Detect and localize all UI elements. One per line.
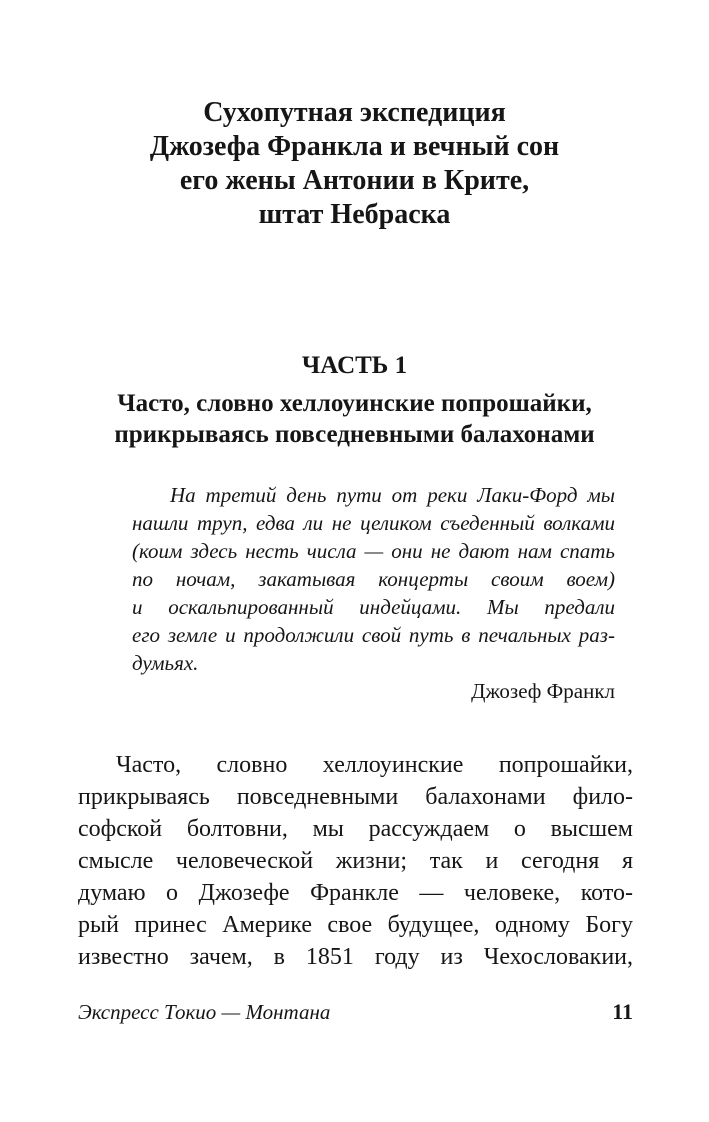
body-line: прикрываясь повседневными балахонами фило- [78,784,633,810]
epigraph-line: его земле и продолжили свой путь в печальных раз- [132,623,615,647]
epigraph-line: На третий день пути от реки Лаки-Форд мы [170,483,615,507]
body-line: смысле человеческой жизни; так и сегодня я [78,848,633,874]
epigraph-line: думьях. [132,651,199,675]
story-title-line: Джозефа Франкла и вечный сон [149,131,560,162]
body-paragraph [78,749,633,973]
body-line: софской болтовни, мы рассуждаем о высшем [78,816,633,842]
running-title: Экспресс Токио — Монтана [78,1000,331,1024]
chapter-title-line: Часто, словно хеллоуинские попрошайки, [117,390,592,417]
body-line: известно зачем, в 1851 году из Чехословакии, [78,944,633,970]
body-line: рый принес Америке свое будущее, одному Богу [78,912,633,938]
page-number: 11 [612,999,633,1024]
page-footer [78,999,633,1025]
epigraph-line: и оскальпированный индейцами. Мы предали [132,595,615,619]
epigraph-line: по ночам, закатывая концерты своим воем) [132,567,615,591]
body-line: Часто, словно хеллоуинские попрошайки, [116,752,633,778]
chapter-title-line: прикрываясь повседневными балахонами [114,421,595,448]
story-title-line: штат Небраска [258,199,451,230]
epigraph [132,481,615,677]
epigraph-line: нашли труп, едва ли не целиком съеденный волками [132,511,615,535]
story-title-line: Сухопутная экспедиция [203,97,506,128]
chapter-title [0,388,709,450]
story-title-line: его жены Антонии в Крите, [179,165,530,196]
story-title [0,96,709,232]
epigraph-attribution: Джозеф Франкл [471,679,615,703]
part-label: ЧАСТЬ 1 [301,352,408,379]
epigraph-line: (коим здесь несть числа — они не дают нам спать [132,539,615,563]
body-line: думаю о Джозефе Франкле — человеке, кото- [78,880,633,906]
